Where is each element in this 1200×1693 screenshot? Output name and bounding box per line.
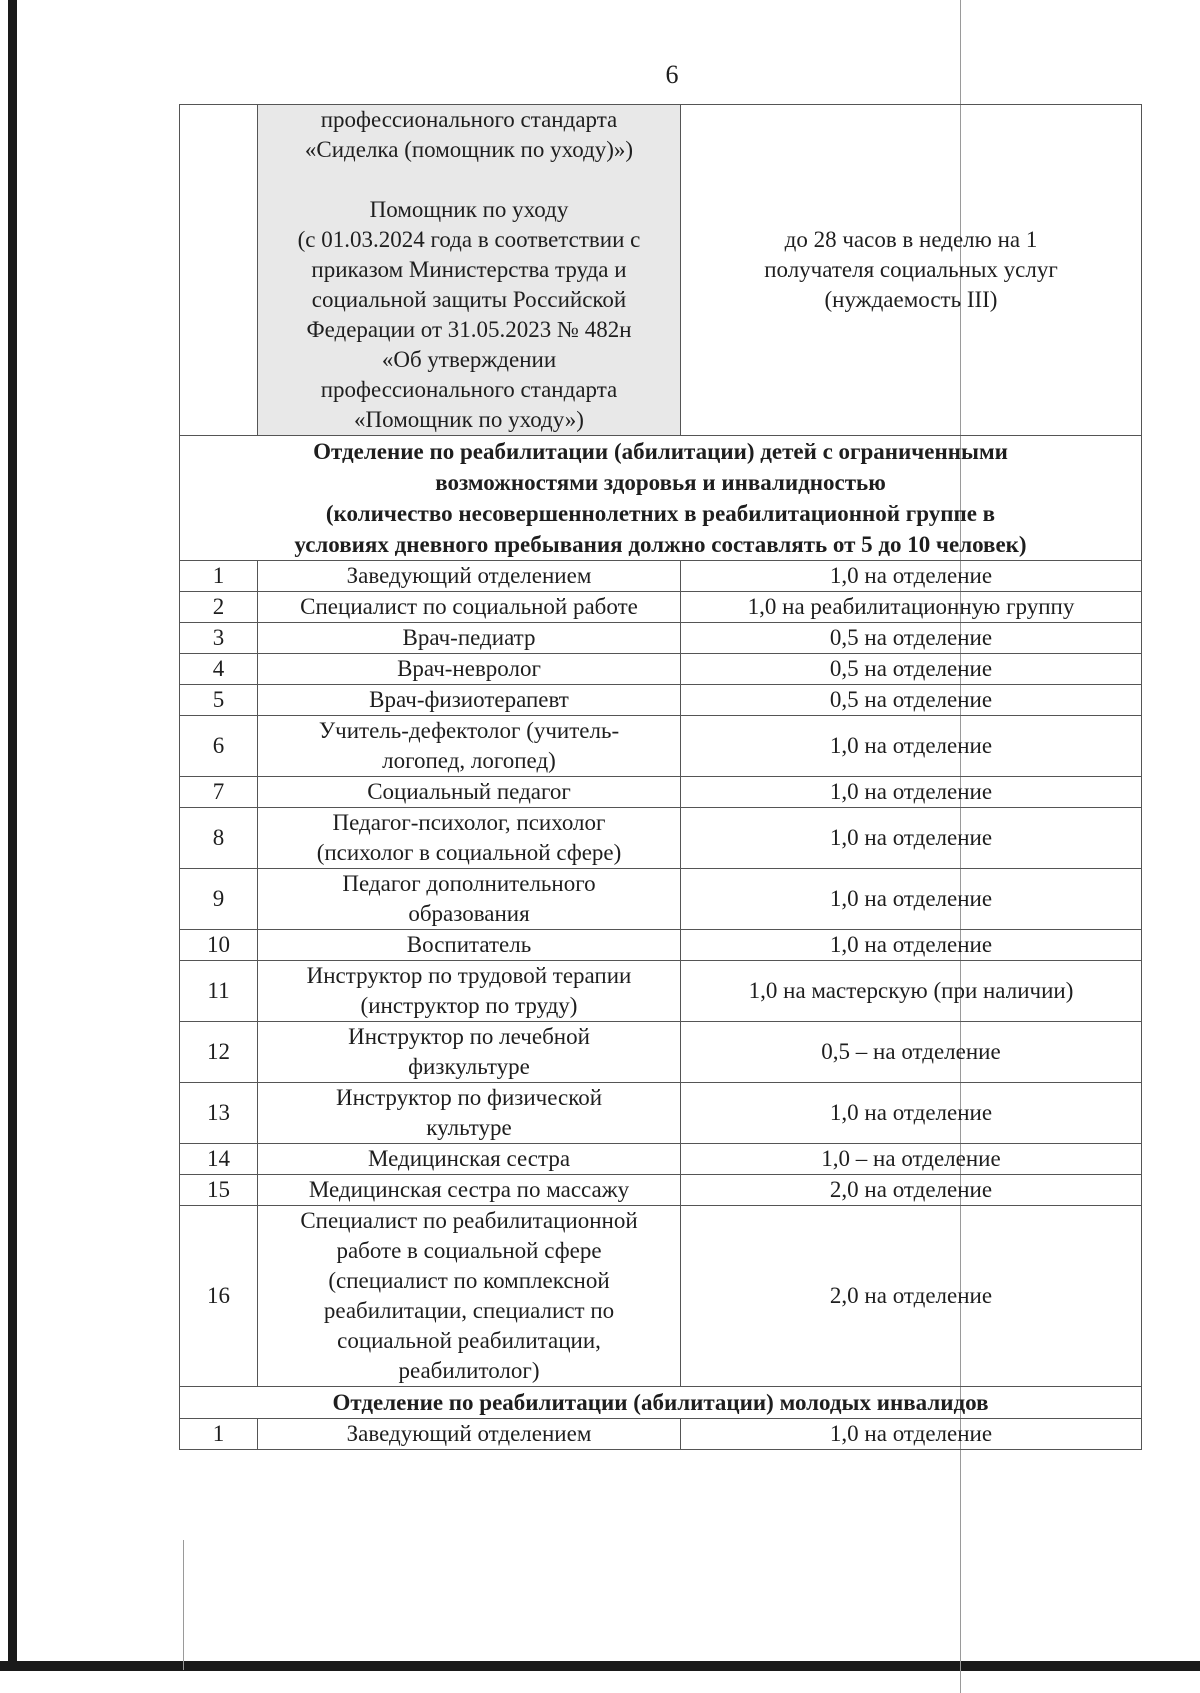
position-line: профессионального стандарта xyxy=(320,377,618,402)
position-cell xyxy=(258,1083,681,1144)
row-number: 12 xyxy=(180,1022,258,1083)
section-header-row xyxy=(180,1387,1142,1419)
position-cell xyxy=(258,685,681,716)
page-number: 6 xyxy=(665,60,679,89)
row-number: 9 xyxy=(180,869,258,930)
position-line: Медицинская сестра xyxy=(367,1146,571,1171)
position-line: Специалист по социальной работе xyxy=(300,594,638,619)
row-number: 14 xyxy=(180,1144,258,1175)
norm-cell: 1,0 на реабилитационную группу xyxy=(681,592,1142,623)
table-row xyxy=(180,930,1142,961)
position-line: логопед, логопед) xyxy=(382,748,556,773)
norm-line: (нуждаемость III) xyxy=(824,287,998,312)
norm-cell: 1,0 на отделение xyxy=(681,777,1142,808)
norm-cell: 0,5 на отделение xyxy=(681,685,1142,716)
position-line: (инструктор по труду) xyxy=(360,993,578,1018)
norm-cell: 1,0 на отделение xyxy=(681,561,1142,592)
norm-cell: 1,0 на отделение xyxy=(681,1083,1142,1144)
position-line: «Сиделка (помощник по уходу)») xyxy=(304,137,634,162)
norm-cell: 0,5 на отделение xyxy=(681,654,1142,685)
position-line: Инструктор по физической xyxy=(335,1085,603,1110)
position-line: (психолог в социальной сфере) xyxy=(316,840,622,865)
table-row xyxy=(180,561,1142,592)
position-line: Социальный педагог xyxy=(367,779,571,804)
row-number: 15 xyxy=(180,1175,258,1206)
table-row xyxy=(180,716,1142,777)
row-number: 1 xyxy=(180,1419,258,1450)
table-row xyxy=(180,961,1142,1022)
position-line: Федерации от 31.05.2023 № 482н xyxy=(306,317,632,342)
section-header-row xyxy=(180,436,1142,561)
table-row xyxy=(180,623,1142,654)
norm-cell: 1,0 на мастерскую (при наличии) xyxy=(681,961,1142,1022)
position-line: Врач-невролог xyxy=(397,656,541,681)
position-line: социальной реабилитации, xyxy=(337,1328,601,1353)
position-cell xyxy=(258,561,681,592)
norm-cell: 1,0 на отделение xyxy=(681,869,1142,930)
position-line: реабилитации, специалист по xyxy=(323,1298,615,1323)
norm-cell: 2,0 на отделение xyxy=(681,1206,1142,1387)
row-number: 8 xyxy=(180,808,258,869)
table-row xyxy=(180,1419,1142,1450)
norm-cell xyxy=(681,105,1142,436)
position-line: профессионального стандарта xyxy=(320,107,618,132)
table-row xyxy=(180,685,1142,716)
position-line: физкультуре xyxy=(408,1054,530,1079)
position-line: образования xyxy=(408,901,530,926)
section-title xyxy=(180,436,1142,561)
table-row xyxy=(180,1083,1142,1144)
staff-table xyxy=(179,104,1142,1450)
position-cell xyxy=(258,592,681,623)
position-cell xyxy=(258,716,681,777)
number-cell xyxy=(180,105,258,436)
row-number: 6 xyxy=(180,716,258,777)
table-row xyxy=(180,869,1142,930)
position-line: работе в социальной сфере xyxy=(336,1238,602,1263)
position-line: Специалист по реабилитационной xyxy=(300,1208,638,1233)
scan-artifact-line xyxy=(183,1540,184,1670)
position-cell xyxy=(258,623,681,654)
section-title-line: условиях дневного пребывания должно составлять от 5 до 10 человек) xyxy=(294,532,1027,557)
position-line: Педагог-психолог, психолог xyxy=(332,810,606,835)
norm-cell: 1,0 на отделение xyxy=(681,808,1142,869)
scan-edge-bottom xyxy=(0,1661,1200,1671)
position-line: (с 01.03.2024 года в соответствии с xyxy=(297,227,641,252)
position-cell xyxy=(258,1206,681,1387)
scan-edge-left xyxy=(8,0,17,1662)
norm-cell: 0,5 – на отделение xyxy=(681,1022,1142,1083)
table-row xyxy=(180,1175,1142,1206)
section-title-line: (количество несовершеннолетних в реабилитационной группе в xyxy=(325,501,996,526)
norm-cell: 2,0 на отделение xyxy=(681,1175,1142,1206)
position-cell xyxy=(258,961,681,1022)
position-cell xyxy=(258,1175,681,1206)
norm-line: получателя социальных услуг xyxy=(764,257,1058,282)
position-cell xyxy=(258,869,681,930)
norm-line: до 28 часов в неделю на 1 xyxy=(784,227,1038,252)
table-row-continued xyxy=(180,105,1142,436)
section-title-line: возможностями здоровья и инвалидностью xyxy=(435,470,886,495)
norm-cell: 0,5 на отделение xyxy=(681,623,1142,654)
position-line: реабилитолог) xyxy=(398,1358,540,1383)
position-line: социальной защиты Российской xyxy=(311,287,627,312)
position-line: Врач-педиатр xyxy=(402,625,536,650)
position-cell xyxy=(258,105,681,436)
row-number: 11 xyxy=(180,961,258,1022)
section-title-line: Отделение по реабилитации (абилитации) детей с ограниченными xyxy=(313,439,1008,464)
position-cell xyxy=(258,1022,681,1083)
position-cell xyxy=(258,808,681,869)
position-line: приказом Министерства труда и xyxy=(311,257,627,282)
spacer xyxy=(262,165,676,195)
norm-cell: 1,0 – на отделение xyxy=(681,1144,1142,1175)
table-row xyxy=(180,808,1142,869)
position-line: Инструктор по трудовой терапии xyxy=(306,963,632,988)
position-line: Педагог дополнительного xyxy=(342,871,596,896)
row-number: 7 xyxy=(180,777,258,808)
row-number: 10 xyxy=(180,930,258,961)
norm-cell: 1,0 на отделение xyxy=(681,716,1142,777)
position-cell xyxy=(258,777,681,808)
table-row xyxy=(180,654,1142,685)
norm-cell: 1,0 на отделение xyxy=(681,1419,1142,1450)
position-cell xyxy=(258,654,681,685)
table-row xyxy=(180,1022,1142,1083)
position-line: культуре xyxy=(426,1115,512,1140)
position-line: Воспитатель xyxy=(406,932,532,957)
position-cell xyxy=(258,1419,681,1450)
position-line: Заведующий отделением xyxy=(346,563,592,588)
position-line: (специалист по комплексной xyxy=(328,1268,610,1293)
row-number: 1 xyxy=(180,561,258,592)
position-line: Врач-физиотерапевт xyxy=(369,687,569,712)
position-line: Заведующий отделением xyxy=(346,1421,592,1446)
row-number: 4 xyxy=(180,654,258,685)
position-line: «Об утверждении xyxy=(381,347,557,372)
position-line: Помощник по уходу xyxy=(369,197,569,222)
position-line: Учитель-дефектолог (учитель- xyxy=(318,718,620,743)
table-row xyxy=(180,592,1142,623)
position-line: Медицинская сестра по массажу xyxy=(308,1177,630,1202)
table-row xyxy=(180,1144,1142,1175)
position-line: «Помощник по уходу») xyxy=(354,407,584,432)
row-number: 3 xyxy=(180,623,258,654)
row-number: 13 xyxy=(180,1083,258,1144)
table-row xyxy=(180,777,1142,808)
row-number: 16 xyxy=(180,1206,258,1387)
table-row xyxy=(180,1206,1142,1387)
row-number: 2 xyxy=(180,592,258,623)
section-title: Отделение по реабилитации (абилитации) молодых инвалидов xyxy=(180,1387,1142,1419)
position-cell xyxy=(258,1144,681,1175)
norm-cell: 1,0 на отделение xyxy=(681,930,1142,961)
position-line: Инструктор по лечебной xyxy=(348,1024,590,1049)
position-cell xyxy=(258,930,681,961)
row-number: 5 xyxy=(180,685,258,716)
